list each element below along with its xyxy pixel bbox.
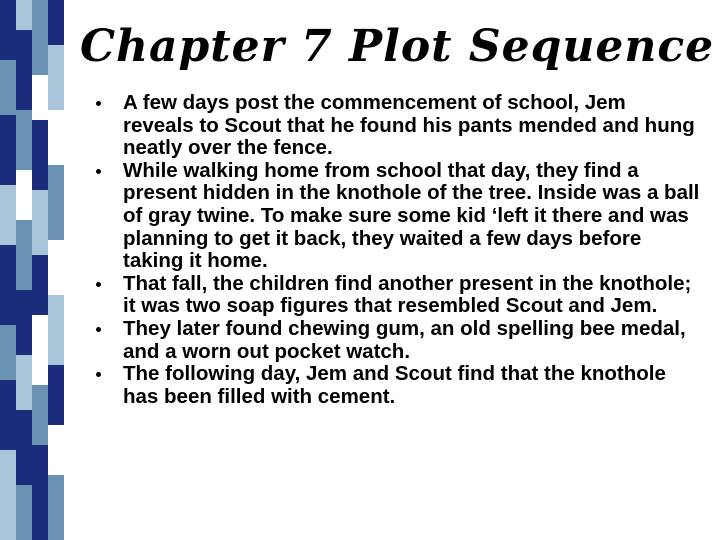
strip-block: [0, 450, 16, 540]
strip-block: [16, 220, 32, 290]
bullet-text: They later found chewing gum, an old spelling bee medal, and a worn out pocket watch.: [123, 316, 686, 363]
strip-block: [0, 185, 16, 245]
bullet-dot-icon: [96, 327, 101, 332]
strip-block: [48, 295, 64, 365]
strip-block: [0, 115, 16, 185]
strip-block: [0, 0, 16, 60]
strip-block: [32, 445, 48, 540]
strip-block: [32, 255, 48, 315]
strip-block: [16, 355, 32, 410]
strip-block: [48, 240, 64, 295]
bullet-text: A few days post the commencement of school, Jem reveals to Scout that he found his pants mended and hung neatly over the fence.: [123, 91, 695, 160]
strip-block: [0, 380, 16, 450]
decorative-block-strip: [0, 0, 64, 540]
bullet-text: That fall, the children find another present in the knothole; it was two soap figures that resembled Scout and Jem.: [123, 271, 692, 318]
bullet-text: The following day, Jem and Scout find that the knothole has been filled with cement.: [123, 362, 666, 408]
strip-block: [16, 485, 32, 540]
strip-block: [48, 45, 64, 110]
strip-block: [16, 410, 32, 485]
bullet-item: [96, 92, 700, 160]
strip-block: [16, 30, 32, 110]
bullet-dot-icon: [96, 282, 101, 287]
strip-block: [16, 110, 32, 170]
strip-block: [48, 425, 64, 475]
strip-block: [0, 325, 16, 380]
strip-block: [16, 0, 32, 30]
strip-block: [0, 60, 16, 115]
strip-block: [48, 110, 64, 165]
bullet-dot-icon: [96, 101, 101, 106]
bullet-list: [96, 92, 700, 408]
strip-block: [48, 475, 64, 540]
bullet-item: [96, 363, 700, 408]
strip-block: [0, 245, 16, 325]
slide-title: Chapter 7 Plot Sequence: [80, 21, 715, 72]
strip-block: [32, 75, 48, 120]
bullet-dot-icon: [96, 169, 101, 174]
bullet-item: [96, 318, 700, 363]
bullet-text: While walking home from school that day, they find a present hidden in the knothole of the tree. Inside was a ball of gray twine. To make sure some kid ‘left it there and was planning to get it back, they waited a few days before taking it home.: [123, 158, 700, 273]
strip-block: [32, 315, 48, 385]
strip-block: [32, 190, 48, 255]
bullet-item: [96, 273, 700, 318]
strip-block: [32, 0, 48, 75]
strip-block: [32, 385, 48, 445]
strip-block: [32, 120, 48, 190]
bullet-dot-icon: [96, 372, 101, 377]
bullet-item: [96, 160, 700, 273]
strip-block: [16, 170, 32, 220]
strip-block: [48, 365, 64, 425]
strip-block: [16, 290, 32, 355]
strip-block: [48, 165, 64, 240]
strip-block: [48, 0, 64, 45]
